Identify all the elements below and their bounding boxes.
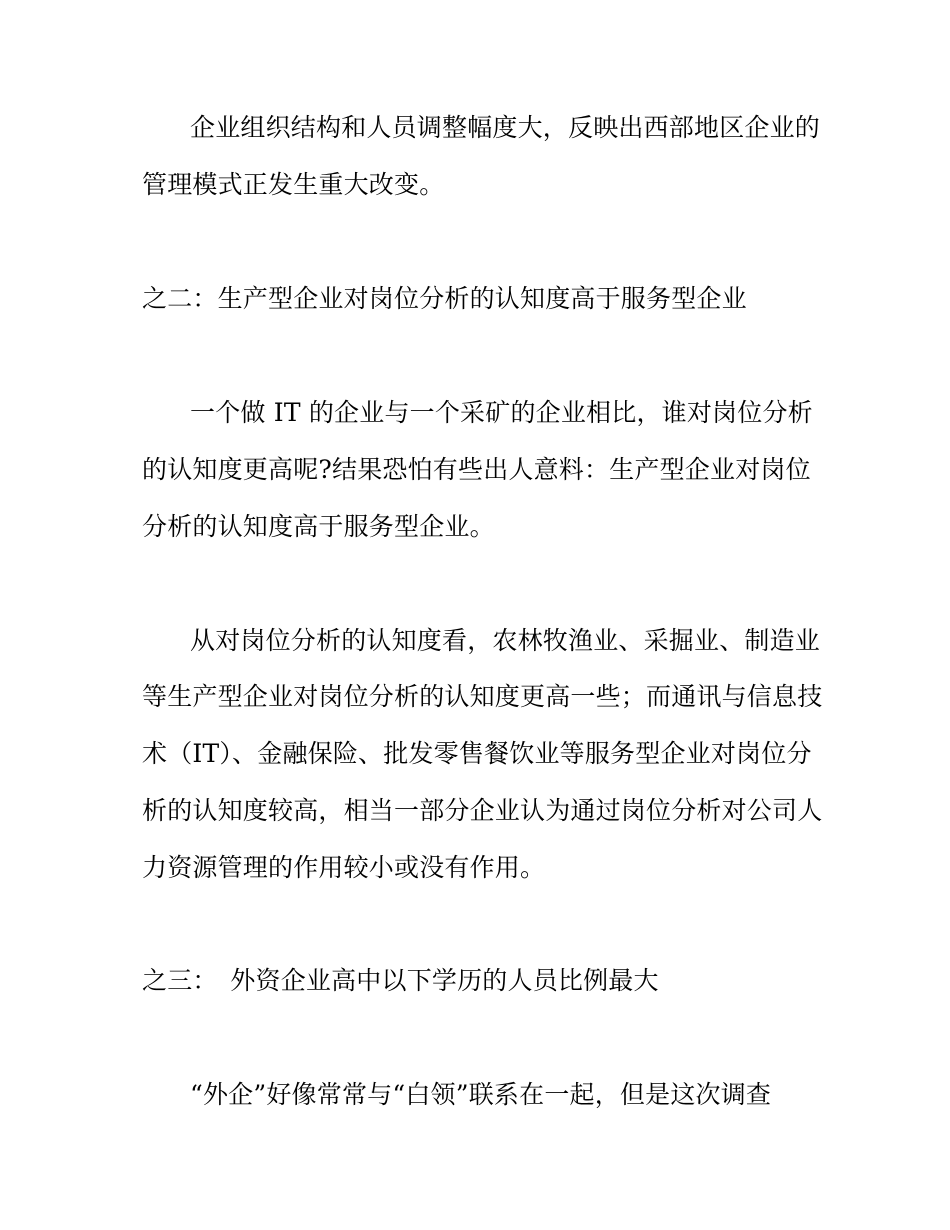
paragraph-1-line-2: 管理模式正发生重大改变。	[142, 170, 445, 199]
paragraph-1-line-1: 企业组织结构和人员调整幅度大，反映出西部地区企业的	[190, 113, 821, 142]
paragraph-2-line-1: 一个做 IT 的企业与一个采矿的企业相比，谁对岗位分析	[190, 398, 813, 427]
paragraph-2-line-2: 的认知度更高呢?结果恐怕有些出人意料：生产型企业对岗位	[142, 455, 811, 484]
paragraph-3-line-3: 术（IT）、金融保险、批发零售餐饮业等服务型企业对岗位分	[142, 739, 812, 768]
section-heading-3: 之三： 外资企业高中以下学历的人员比例最大	[142, 966, 659, 995]
paragraph-3-line-1: 从对岗位分析的认知度看，农林牧渔业、采掘业、制造业	[190, 626, 821, 655]
paragraph-3-line-4: 析的认知度较高，相当一部分企业认为通过岗位分析对公司人	[142, 796, 823, 825]
section-heading-2: 之二：生产型企业对岗位分析的认知度高于服务型企业	[142, 284, 747, 313]
paragraph-4-line-1: “外企”好像常常与“白领”联系在一起，但是这次调查	[190, 1080, 772, 1109]
paragraph-3-line-5: 力资源管理的作用较小或没有作用。	[142, 853, 546, 882]
paragraph-2-line-3: 分析的认知度高于服务型企业。	[142, 512, 495, 541]
paragraph-3-line-2: 等生产型企业对岗位分析的认知度更高一些；而通讯与信息技	[142, 682, 823, 711]
